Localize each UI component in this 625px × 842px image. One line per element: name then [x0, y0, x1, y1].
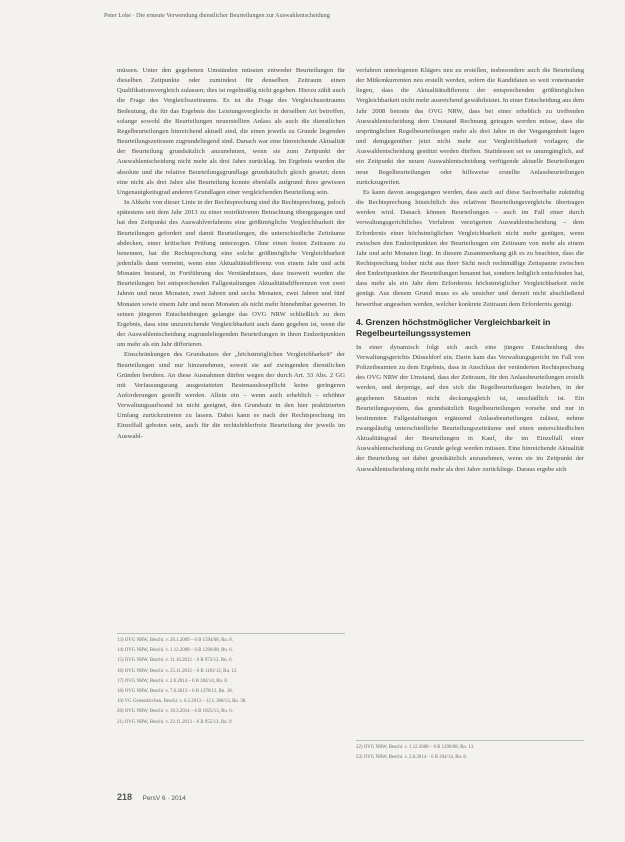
footnote: 17) OVG NRW, Beschl. v. 2.6.2014 – 6 B 394/14, Rn. 8. — [117, 678, 229, 684]
paragraph: Einschränkungen des Grundsatzes der „höchstmöglichen Vergleichbarkeit“ der Beurteilungen sind nur hinzunehmen, soweit sie auf zwingenden dienstlichen Gründen beruhen. An diese Ausnahmen dürfen wegen der durch Art. 33 Abs. 2 GG mit Verfassungsrang ausgestatteten Bestenauslesepflicht keine geringeren Anforderungen gestellt werden. Allein ein – wenn auch erheblich – erhöhter Verwaltungsaufwand ist nicht geeignet, den Grundsatz in den hier praktizierten Umfang zurückzutreten zu lassen. Dabei kann es nach der Rechtsprechung im Einzelfall geboten sein, auch für die rechtsfehlerfreie Beurteilung der jeweils im Auswahl- — [117, 351, 345, 440]
footnote: 21) OVG NRW, Beschl. v. 22.11.2013 – 6 B 955/13, Rn. 9. — [117, 719, 233, 725]
footnote: 14) OVG NRW, Beschl. v. 1.12.2008 – 6 B 1290/08, Rn. 6. — [117, 648, 233, 654]
paragraph: In einer dynamisch folgt sich auch eine jüngere Entscheidung des Verwaltungsgerichts Düsseldorf ein. Darin kam das Verwaltungsgericht im Fall von Polizeibeamten zu dem Ergebnis, dass in Anschluss der veränderten Rechtsprechung des OVG NRW der Umstand, dass der Zeitraum, für den Anlassbeurteilungen erstellt werden, und derjenige, auf den sich die Regelbeurteilungen beziehen, in der gegebenen Situation nicht deckungsgleich ist, unschädlich ist. Ein Beurteilungssystem, das grundsätzlich Regelbeurteilungen vorsehe und nur in bestimmten Fallgestaltungen ergänzend Anlassbeurteilungen zulässt, nehme zwangsläufig unterschiedliche Beurteilungszeiträume und einen unterschiedlichen Aktualitätsgrad der Beurteilungen in Kauf, die im Einzelfall einer Auswahlentscheidung zu Grunde gelegt werden müssen. Eine hinreichende Aktualität der Beurteilung sei dabei grundsätzlich anzunehmen, wenn sie im Zeitpunkt der Auswahlentscheidung nicht mehr als drei Jahre zurückliege. Daraus ergebe sich — [356, 343, 584, 473]
footnotes-left — [117, 633, 345, 728]
footnote: 23) OVG NRW, Beschl. v. 2.6.2014 – 6 B 394/14, Rn. 8. — [356, 755, 468, 761]
footnote: 13) OVG NRW, Beschl. v. 26.1.2009 – 6 B 1594/08, Rn. 8. — [117, 638, 233, 643]
footnote: 18) OVG NRW, Beschl. v. 7.6.2013 – 6 B 1378/13, Rn. 18. — [117, 689, 233, 695]
page-footer — [117, 787, 186, 805]
paragraph: müssen. Unter den gegebenen Umständen müssten entweder Beurteilungen für dieselben Zeitpunkte oder zumindest für denselben Zeitraum einen Qualifikationsvergleich zulassen; dies ist regelmäßig nicht gegeben. Hierzu zählt auch die Frage des Vergleichszeitraums. Es ist die Frage des Vergleichszeitraums Bedeutung, die für das Ergebnis des Leistungsvergleichs in derselben Art betroffen, solange sowohl die Beurteilungen neuerstellten Anlass als auch die dienstlichen Regelbeurteilungen hinreichend aktuell sind, die einen jeweils zu Grunde liegenden Beurteilungszeitraum zugrundeliegend sind. Danach war eine hinreichende Aktualität der Beurteilung grundsätzlich anzunehmen, wenn sie zum Zeitpunkt der Auswahlentscheidung nicht mehr als drei Jahre zurücklag. Im Ergebnis wurden die absolute und die relative Beurteilungsgrundlage grundsätzlich gleich gesetzt; denn eine nicht als drei Jahre alte Beurteilung konnte ebenfalls aufgrund ihres gewissen Ungenauigkeitsgrad anderen Grundlagen einer vergleichenden Beurteilung sein. — [117, 67, 345, 196]
running-head: Peter Lohe · Die erneute Verwendung dienstlicher Beurteilungen zur Auswahlentscheidung — [104, 12, 330, 19]
paragraph: verfahren unterlegenen Klägers neu zu erstellen, insbesondere auch die Beurteilung der Mitkonkurrenten neu erstellt werden, sofern die Kandidaten so weit voneinander liegen, dass die Aktualitätsdifferenz der entsprechenden größtmöglichen Vergleichbarkeit nicht mehr ausreichend gewährleistet. In einer Entscheidung aus dem Jahr 2008 betonte das OVG NRW, dass bei einer erheblich zu treffenden Auswahlentscheidung dem Umstand Rechnung getragen werden müsse, dass die ursprünglichen Regelbeurteilungen mehr als drei Jahre in der Vergangenheit lagen und demgegenüber jetzt nicht mehr zur Vergleichbarkeit vorlagen; die Auswahlentscheidung gestützt werden dürften. Stattdessen sei es unumgänglich, auf ein Zeitpunkt der neuen Auswahlentscheidung verfügende aktuelle Beurteilungen neue Regelbeurteilungen oder hilfsweise erstellte Anlassbeurteilungen zurückzugreifen. — [356, 67, 585, 186]
right-column-text-upper — [356, 66, 584, 310]
footnote: 22) OVG NRW, Beschl. v. 1.12.2008 – 6 B 1290/08, Rn. 13. — [356, 745, 475, 750]
left-column — [117, 66, 345, 442]
footnote: 20) OVG NRW, Beschl. v. 10.3.2014 – 6 B 1025/13, Rn. 6. — [117, 709, 233, 715]
footnote: 19) VG Gelsenkirchen, Beschl. v. 6.5.2013 – 12 L 388/13, Rn. 38. — [117, 699, 247, 705]
paragraph: Es kann davon ausgegangen werden, dass auch auf diese Sachverhalte zukünftig die Rechtsprechung hinsichtlich des relativen Beurteilungsvergleichs übertragen werden wird. Danach können Beurteilungen – auch im Fall einer durch verwaltungsgerichtliches Verfahren verzögerten Auswahlentscheidung – dem Erfordernis einer höchstmöglichen Vergleichbarkeit nicht mehr genügen, wenn zwischen den Endzeitpunkten der Beurteilungen ein Zeitraum von mehr als einem Jahr und acht Monaten liegt. In diesem Zusammenhang gilt es zu beachten, dass die Rechtsprechung bisher nicht aus ihrer Sicht noch rechtmäßige Zeitspanne zwischen den Endzeitpunkten der Beurteilungen benannt hat, sondern lediglich entschieden hat, dass mehr als ein Jahr dem Erfordernis höchstmöglicher Vergleichbarkeit nicht genügt. Aus diesem Grund muss es als unsicher und derzeit nicht abschließend bewertbar angesehen werden, welcher konkrete Zeitraum dem Erfordernis genügt. — [356, 188, 584, 308]
right-column-text-lower — [356, 343, 584, 475]
footnote: 16) OVG NRW, Beschl. v. 25.11.2012 – 6 B 1181/12, Rn. 12. — [117, 668, 238, 674]
right-column — [356, 66, 584, 475]
section-heading: 4. Grenzen höchstmöglicher Vergleichbarkeit in Regelbeurteilungssystemen — [356, 316, 551, 338]
footnotes-right — [356, 740, 584, 763]
footnote: 15) OVG NRW, Beschl. v. 11.10.2012 – 6 B 973/12, Rn. 6. — [117, 658, 233, 664]
paragraph: In Abkehr von dieser Linie in der Rechtsprechung sind die Rechtsprechung, jedoch spätestens seit dem Jahr 2013 zu einer restriktiveren Betrachtung übergegangen und hat den Zeitpunkt des Auswahlverfahrens eine größtmögliche Vergleichbarkeit der Beurteilungen gefordert und damit Beurteilungen, die unterschiedliche Zeiträume abdecken, einer kritischen Prüfung unterzogen. Ohne einen festen Zeitraum zu benennen, hat die Rechtsprechung eine solche größtmögliche Vergleichbarkeit jedenfalls dann verneint, wenn eine Aktualitätsdifferenz von einem Jahr und acht Monaten bestand, in Fortführung des Verständnisses, dass insoweit wurden die Beurteilungen bei entsprechenden Fallgestaltungen Aktualitätsdifferenzen von zwei Jahren und neun Monaten, zwei Jahren und sechs Monaten, zwei Jahren und fünf Monaten sowie einem Jahr und neun Monaten als nicht mehr hinnehmbar gewertet. In seinen jüngeren Entscheidungen gelangte das OVG NRW schließlich zu dem Ergebnis, dass eine unzureichende Vergleichbarkeit auch dann gegeben ist, wenn die der Auswahlentscheidung zugrundeliegenden Beurteilungen in ihren Endzeitpunkten um mehr als ein Jahr differieren. — [117, 199, 345, 349]
journal-issue: PersV 6 · 2014 — [142, 795, 186, 802]
page-number: 218 — [117, 792, 133, 802]
